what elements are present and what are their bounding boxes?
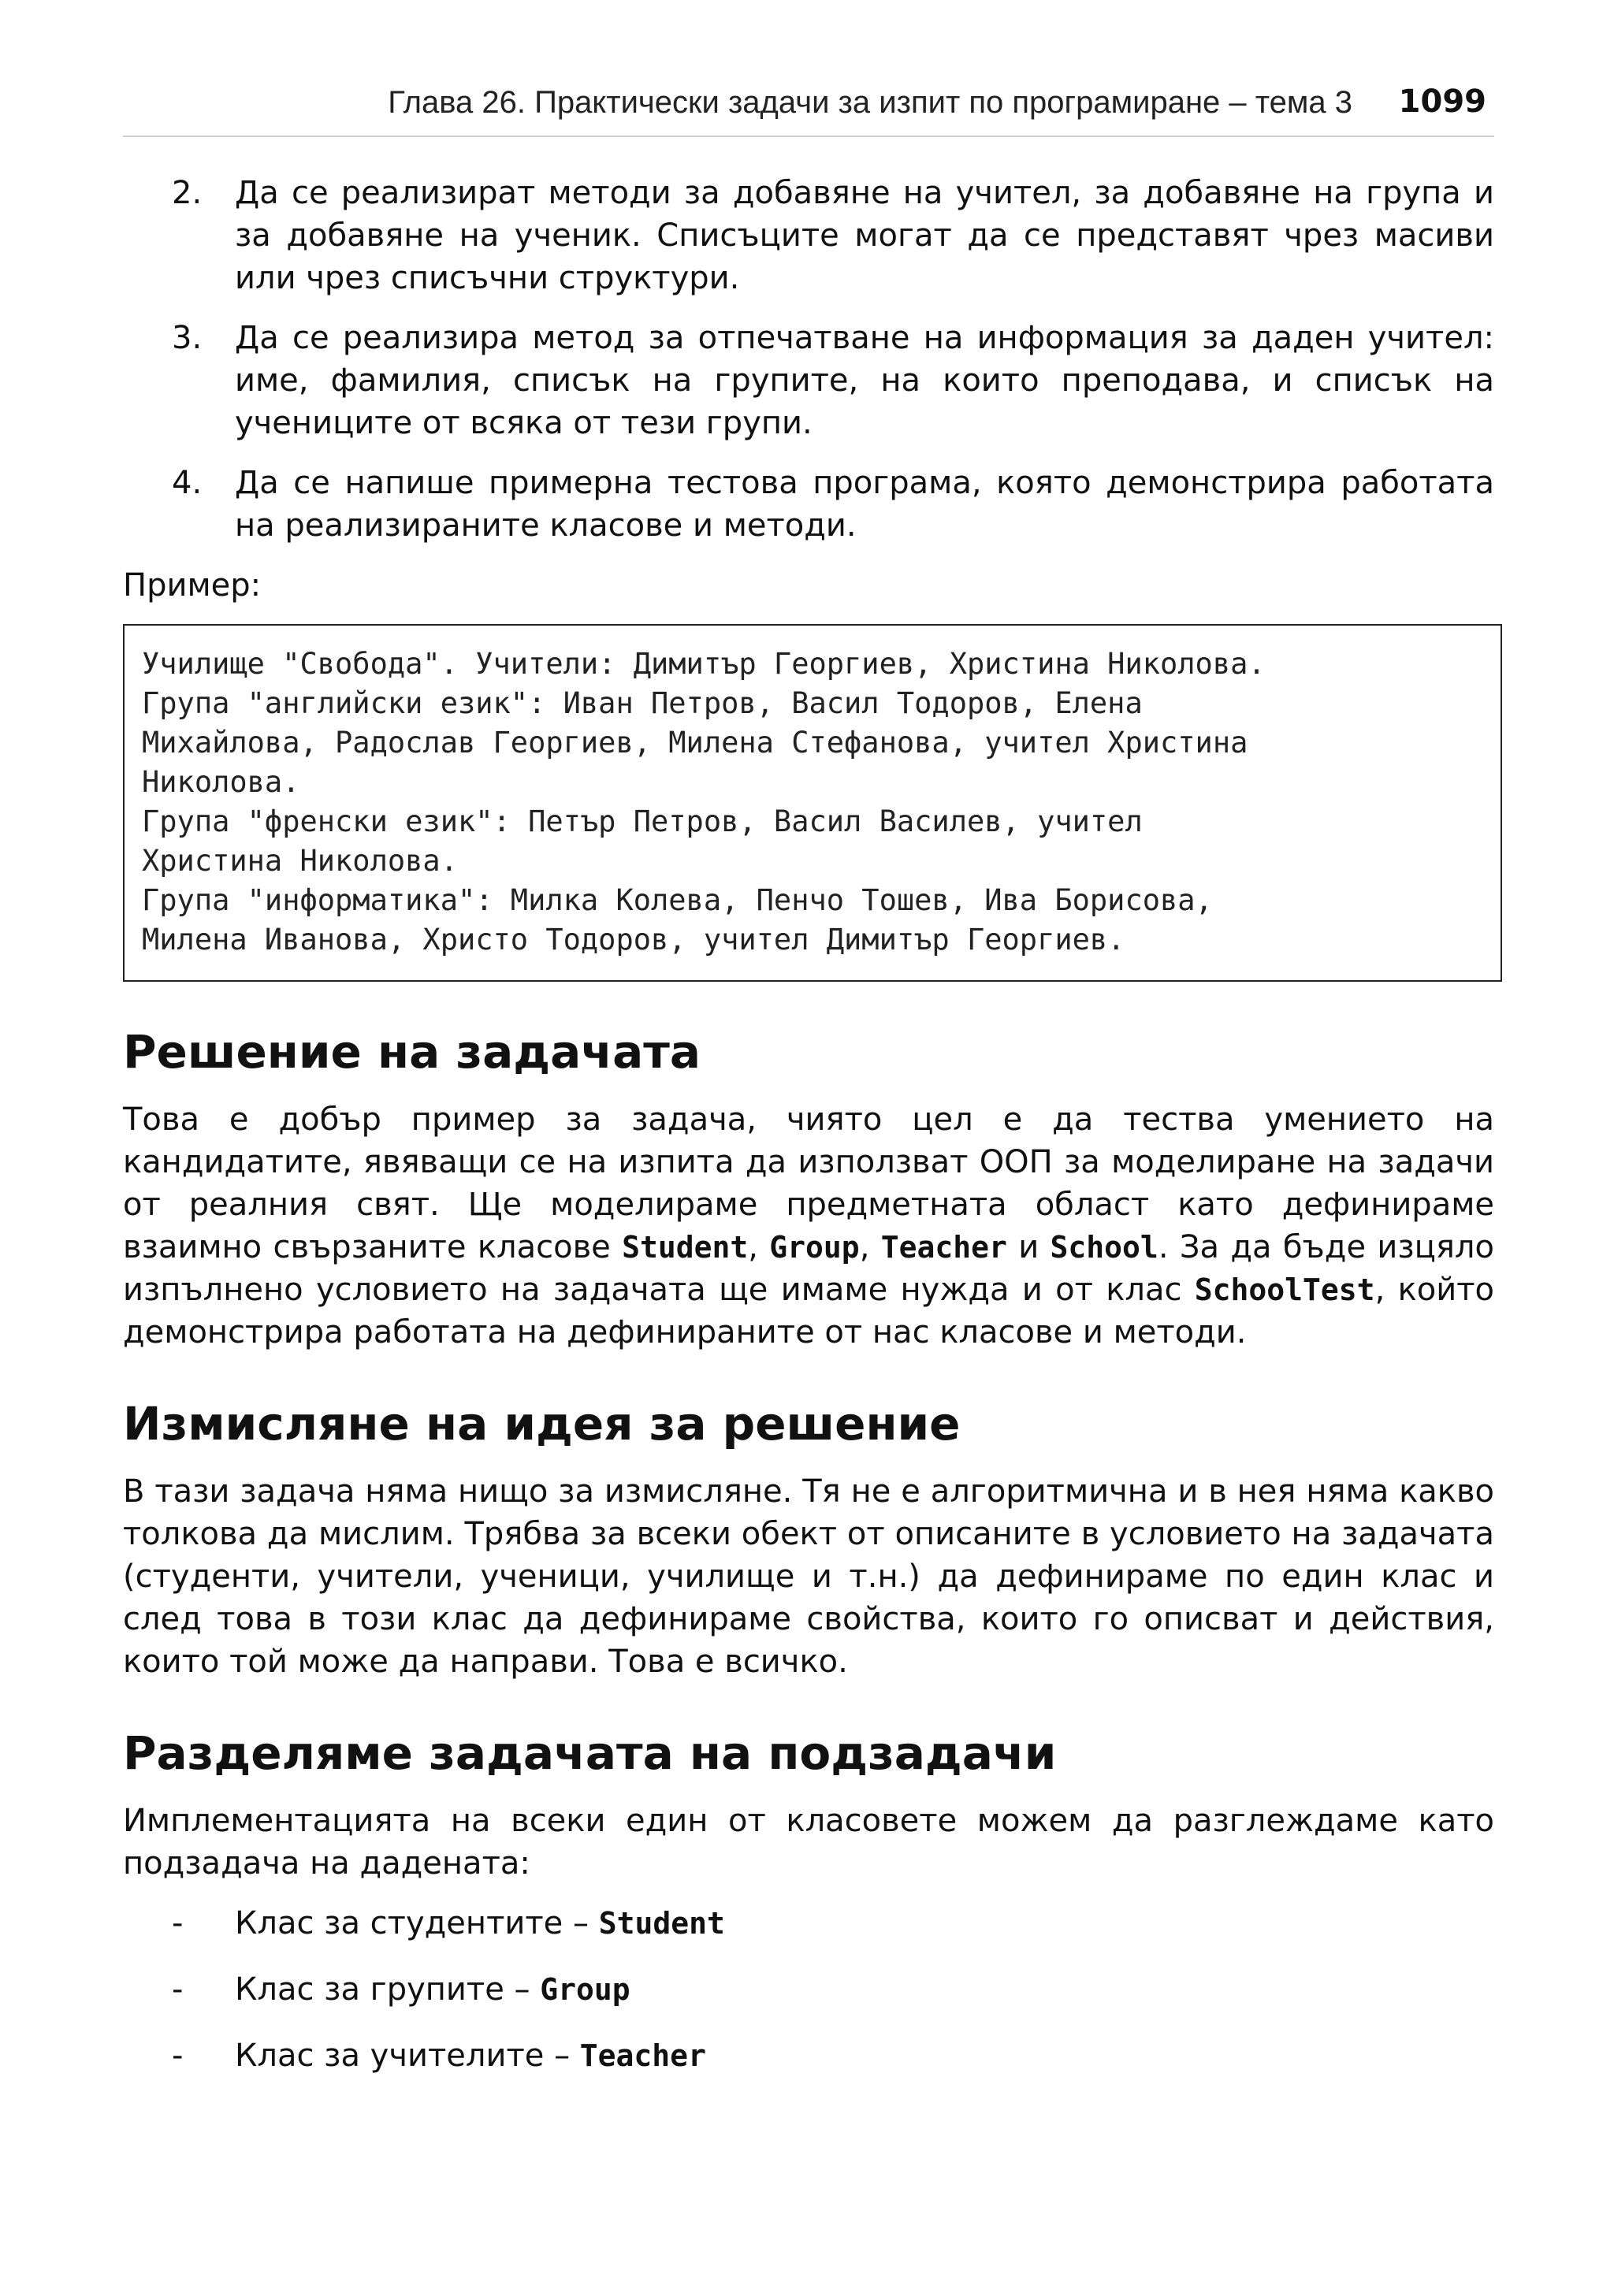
section-heading-idea: Измисляне на идея за решение bbox=[123, 1397, 961, 1451]
code-line: Група "информатика": Милка Колева, Пенчо Тошев, Ива Борисова, bbox=[142, 883, 1213, 917]
separator: , bbox=[748, 1229, 770, 1265]
separator: и bbox=[1006, 1229, 1051, 1265]
solution-text-1: Това е добър пример за задача, чиято цел е да тества умението на кандидатите, явяващи се на изпита да използват ООП за моделиране на задачи от реалния свят. Ще моделираме предметната област като дефинираме взаимно свързаните класове bbox=[123, 1102, 1494, 1265]
list-item bbox=[172, 1968, 1494, 2011]
code-group: Group bbox=[769, 1230, 860, 1265]
code-teacher: Teacher bbox=[880, 1230, 1007, 1265]
list-item-number: 3. bbox=[172, 320, 203, 356]
chapter-title: Глава 26. Практически задачи за изпит по програмиране – тема 3 bbox=[388, 85, 1352, 120]
requirements-list bbox=[172, 172, 1494, 547]
solution-text-2: . За да бъде изцяло изпълнено условието на задачата ще имаме нужда и от клас bbox=[123, 1229, 1494, 1308]
code-line: Михайлова, Радослав Георгиев, Милена Стефанова, учител Христина bbox=[142, 726, 1248, 760]
page-content bbox=[123, 172, 1494, 2101]
code-class-name: Student bbox=[598, 1906, 725, 1941]
code-schooltest: SchoolTest bbox=[1194, 1272, 1375, 1307]
list-item bbox=[172, 2034, 1494, 2077]
code-line: Училище "Свобода". Учители: Димитър Георгиев, Христина Николова. bbox=[142, 647, 1266, 681]
list-item-number: 2. bbox=[172, 175, 203, 211]
example-label: Пример: bbox=[123, 567, 262, 604]
subtasks-intro: Имплементацията на всеки един от класовете можем да разглеждаме като подзадача на дадената: bbox=[123, 1803, 1494, 1882]
list-dash: - bbox=[172, 1905, 184, 1941]
list-item bbox=[172, 172, 1494, 299]
list-item-text: Клас за учителите – bbox=[235, 2038, 580, 2074]
code-student: Student bbox=[622, 1230, 749, 1265]
example-code-box bbox=[123, 624, 1502, 982]
subtasks-list bbox=[172, 1902, 1494, 2077]
list-dash: - bbox=[172, 2038, 184, 2074]
code-line: Група "английски език": Иван Петров, Васил Тодоров, Елена bbox=[142, 686, 1143, 720]
list-item-text: Да се реализират методи за добавяне на учител, за добавяне на група и за добавяне на ученик. Списъците могат да се представят чрез масиви или чрез списъчни структури. bbox=[235, 175, 1494, 296]
list-item-text: Клас за студентите – bbox=[235, 1905, 599, 1941]
code-school: School bbox=[1050, 1230, 1158, 1265]
code-line: Николова. bbox=[142, 765, 300, 799]
list-item bbox=[172, 317, 1494, 444]
code-line: Група "френски език": Петър Петров, Васил Василев, учител bbox=[142, 804, 1143, 838]
list-item-text: Клас за групите – bbox=[235, 1971, 541, 2008]
section-heading-solution: Решение на задачата bbox=[123, 1025, 701, 1079]
code-line: Милена Иванова, Христо Тодоров, учител Димитър Георгиев. bbox=[142, 923, 1125, 957]
solution-paragraph bbox=[123, 1098, 1494, 1354]
code-line: Христина Николова. bbox=[142, 844, 458, 878]
list-item bbox=[172, 1902, 1494, 1945]
running-header bbox=[123, 82, 1494, 137]
code-class-name: Group bbox=[540, 1972, 630, 2007]
section-heading-subtasks: Разделяме задачата на подзадачи bbox=[123, 1726, 1057, 1780]
page-number: 1099 bbox=[1398, 84, 1486, 120]
code-class-name: Teacher bbox=[579, 2038, 706, 2073]
list-item-text: Да се напише примерна тестова програма, която демонстрира работата на реализираните класове и методи. bbox=[235, 465, 1494, 544]
list-dash: - bbox=[172, 1971, 184, 2008]
separator: , bbox=[859, 1229, 881, 1265]
list-item-text: Да се реализира метод за отпечатване на информация за даден учител: име, фамилия, списък на групите, на които преподава, и списък на учениците от всяка от тези групи. bbox=[235, 320, 1494, 441]
list-item-number: 4. bbox=[172, 465, 203, 501]
solution-text-3: , който демонстрира работата на дефинираните от нас класове и методи. bbox=[123, 1272, 1494, 1350]
list-item bbox=[172, 462, 1494, 547]
idea-paragraph: В тази задача няма нищо за измисляне. Тя не е алгоритмична и в нея няма какво толкова да мислим. Трябва за всеки обект от описаните в условието на задачата (студенти, учители, ученици, училище и т.н.) да дефинираме по един клас и след това в този клас да дефинираме свойства, които го описват и действия, които той може да направи. Това е всичко. bbox=[123, 1473, 1494, 1680]
